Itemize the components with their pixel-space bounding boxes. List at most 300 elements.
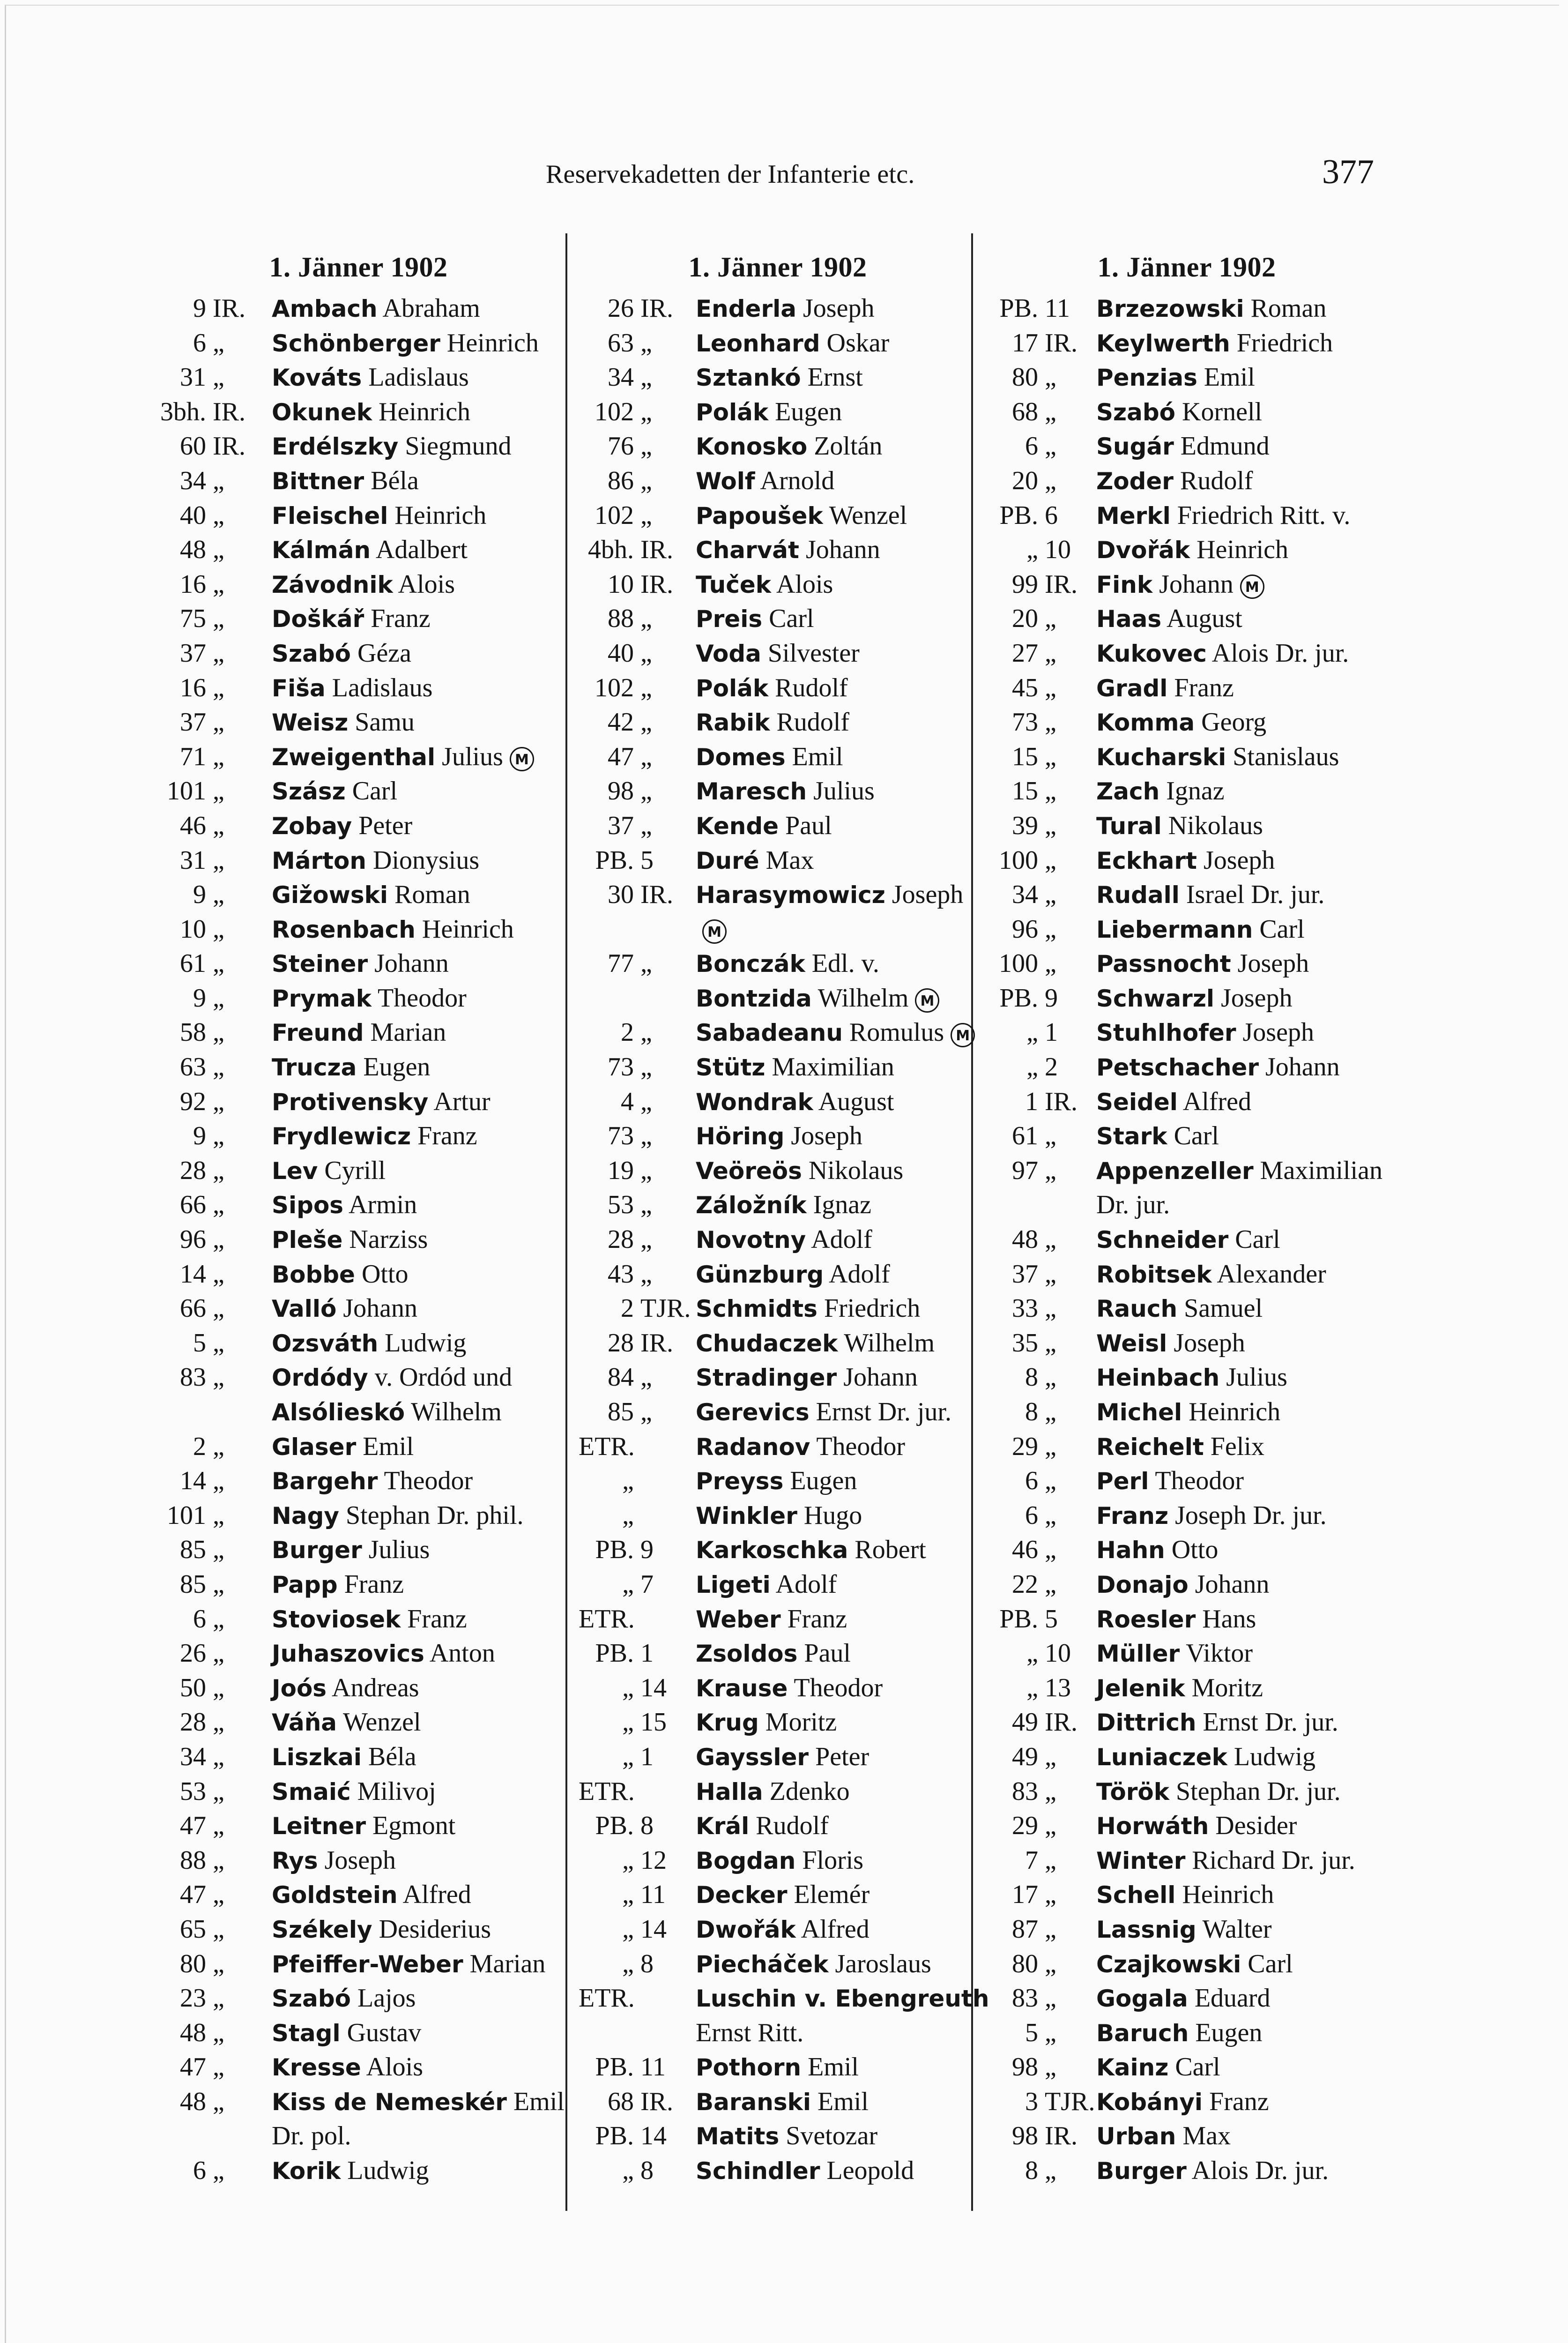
unit-abbrev: „ — [1045, 1845, 1056, 1875]
unit-abbrev: „ — [1045, 1432, 1056, 1461]
given-name: Emil — [363, 1432, 414, 1461]
unit-abbrev: „ — [213, 1052, 224, 1082]
person-name — [1092, 429, 1390, 464]
surname: Kainz — [1096, 2054, 1169, 2082]
regiment-number: 37 — [608, 811, 634, 840]
given-name: Franz — [344, 1569, 404, 1599]
regiment-number: 14 — [180, 1466, 206, 1496]
unit-abbrev: IR. — [640, 1328, 673, 1358]
entry-row — [579, 2119, 977, 2154]
unit-abbrev: IR. — [213, 432, 245, 461]
unit-abbrev: „ — [640, 1156, 652, 1185]
regiment-number: 50 — [180, 1673, 206, 1702]
regiment-number: 46 — [1012, 1535, 1038, 1565]
unit-abbrev: 11 — [640, 1880, 666, 1910]
unit-abbrev — [634, 1981, 691, 2016]
given-name: Israel Dr. jur. — [1186, 880, 1325, 910]
entry-row — [983, 602, 1390, 636]
person-name — [691, 533, 977, 567]
given-name: Eugen — [790, 1466, 857, 1496]
entry-row — [579, 1464, 977, 1499]
entry-row — [155, 567, 562, 602]
entry-row — [579, 947, 977, 981]
given-name: Zdenko — [769, 1776, 850, 1806]
entry-row — [579, 1499, 977, 1533]
surname: Valló — [272, 1295, 337, 1323]
entry-row — [155, 1740, 562, 1775]
entry-row — [983, 1567, 1390, 1602]
surname: Konosko — [696, 433, 808, 461]
entry-row — [579, 464, 977, 499]
regiment-number: 49 — [1012, 1742, 1038, 1771]
surname: Sipos — [272, 1192, 344, 1219]
entry-row — [983, 429, 1390, 464]
regiment-number: 5 — [193, 1328, 206, 1358]
entry-row — [155, 1223, 562, 1257]
person-name — [1092, 1188, 1390, 1223]
regiment-number: „ — [1026, 1673, 1038, 1702]
unit-abbrev: „ — [213, 1569, 224, 1599]
person-name — [691, 1981, 989, 2016]
person-name — [1092, 1843, 1390, 1878]
surname: Fink — [1096, 571, 1153, 598]
entry-row — [579, 671, 977, 706]
regiment-number: PB. — [999, 294, 1038, 323]
given-name: Armin — [348, 1190, 417, 1220]
given-name: Joseph — [1237, 949, 1309, 978]
unit-abbrev: 10 — [1045, 1639, 1071, 1668]
unit-abbrev: 12 — [640, 1845, 667, 1875]
given-name: Desiderius — [379, 1914, 491, 1944]
person-name — [267, 1809, 562, 1843]
regiment-number: 16 — [180, 569, 206, 599]
entry-row — [579, 1602, 977, 1637]
surname: Stuhlhofer — [1096, 1019, 1236, 1047]
given-name: Dr. jur. — [1096, 1190, 1170, 1220]
unit-abbrev: „ — [213, 776, 224, 806]
regiment-number: „ — [622, 1742, 634, 1771]
unit-abbrev: „ — [1045, 1225, 1056, 1254]
regiment-number: 102 — [595, 500, 634, 530]
given-name: Richard Dr. jur. — [1192, 1845, 1355, 1875]
entry-row — [155, 1085, 562, 1119]
entry-row — [579, 567, 977, 602]
unit-abbrev: „ — [213, 535, 224, 565]
regiment-number — [579, 981, 634, 1016]
entry-list — [155, 291, 565, 2188]
regiment-number: 33 — [1012, 1294, 1038, 1323]
regiment-number: 100 — [999, 845, 1038, 875]
person-name — [1092, 1154, 1390, 1188]
person-name — [267, 1602, 562, 1637]
given-name: Heinrich — [422, 914, 514, 944]
column-heading: 1. Jänner 1902 — [688, 252, 867, 283]
person-name — [691, 1360, 977, 1395]
regiment-number: 34 — [180, 1742, 206, 1771]
surname: Szabó — [272, 640, 351, 667]
person-name — [1092, 1705, 1390, 1740]
surname: Preis — [696, 605, 763, 633]
given-name: Alfred — [801, 1914, 869, 1944]
unit-abbrev: „ — [1045, 1880, 1056, 1910]
person-name — [267, 567, 562, 602]
surname: Gerevics — [696, 1399, 810, 1426]
surname: Winkler — [696, 1502, 797, 1530]
column-heading: 1. Jänner 1902 — [1097, 252, 1276, 283]
person-name — [267, 2050, 562, 2085]
regiment-number: PB. — [595, 1811, 634, 1841]
regiment-number: 3 — [1025, 2087, 1038, 2116]
regiment-number: 8 — [1025, 1397, 1038, 1426]
surname: Zweigenthal — [272, 743, 436, 771]
regiment-number — [579, 2016, 634, 2051]
surname: Papp — [272, 1571, 338, 1598]
given-name: Joseph — [324, 1845, 396, 1875]
regiment-number: 23 — [180, 1984, 206, 2013]
unit-abbrev: 5 — [1045, 1604, 1058, 1634]
surname: Harasymowicz — [696, 881, 885, 909]
person-name — [691, 1464, 977, 1499]
surname: Urban — [1096, 2123, 1176, 2150]
regiment-number: 15 — [1012, 776, 1038, 806]
surname: Franz — [1096, 1502, 1169, 1530]
entry-row — [155, 671, 562, 706]
entry-row — [155, 2154, 562, 2188]
entry-row — [983, 291, 1390, 326]
unit-abbrev — [634, 1775, 691, 1809]
entry-row — [155, 1775, 562, 1809]
surname: Duré — [696, 847, 759, 874]
entry-row — [155, 1809, 562, 1843]
surname: Korik — [272, 2157, 341, 2185]
regiment-number: ETR. — [579, 1604, 635, 1634]
given-name: Edl. v. — [811, 949, 879, 978]
person-name — [267, 2119, 562, 2154]
person-name — [267, 1533, 562, 1567]
regiment-number: 48 — [180, 2087, 206, 2116]
surname: Eckhart — [1096, 847, 1197, 874]
unit-abbrev: TJR. — [640, 1294, 691, 1323]
person-name — [1092, 1567, 1390, 1602]
given-name: Zoltán — [814, 432, 883, 461]
person-name — [267, 2016, 562, 2051]
unit-abbrev — [634, 1464, 691, 1499]
surname: Bogdan — [696, 1847, 796, 1874]
person-name — [691, 947, 977, 981]
surname: Kováts — [272, 364, 362, 392]
entry-row — [579, 809, 977, 843]
unit-abbrev: „ — [213, 2156, 224, 2186]
regiment-number: 40 — [180, 500, 206, 530]
person-name — [691, 671, 977, 706]
entry-row — [155, 1981, 562, 2016]
regiment-number — [155, 1395, 206, 1430]
person-name — [1092, 499, 1390, 533]
unit-abbrev: „ — [213, 880, 224, 910]
person-name — [691, 464, 977, 499]
regiment-number: 29 — [1012, 1432, 1038, 1461]
unit-abbrev: „ — [640, 604, 652, 634]
person-name — [1092, 1912, 1390, 1947]
surname: Michel — [1096, 1399, 1182, 1426]
person-name — [1092, 1223, 1390, 1257]
entry-row — [579, 2050, 977, 2085]
circled-m-mark: M — [1240, 575, 1264, 599]
surname: Szász — [272, 778, 346, 806]
regiment-number: 6 — [1025, 432, 1038, 461]
surname: Gižowski — [272, 881, 388, 909]
regiment-number: 100 — [999, 949, 1038, 978]
person-name — [691, 2050, 977, 2085]
person-name — [267, 1085, 562, 1119]
surname: Novotny — [696, 1226, 806, 1254]
unit-abbrev: „ — [213, 500, 224, 530]
regiment-number: 77 — [608, 949, 634, 978]
unit-abbrev — [206, 1395, 267, 1430]
unit-abbrev: „ — [213, 466, 224, 495]
person-name — [267, 2154, 562, 2188]
person-name — [691, 360, 977, 395]
surname: Márton — [272, 847, 367, 874]
given-name: Carl — [1248, 1949, 1293, 1978]
entry-row — [983, 395, 1390, 430]
unit-abbrev: 1 — [1045, 1018, 1058, 1047]
entry-row — [579, 1740, 977, 1775]
entry-row — [579, 360, 977, 395]
person-name — [1092, 2154, 1390, 2188]
person-name — [691, 1740, 977, 1775]
surname: Rosenbach — [272, 916, 416, 943]
person-name — [1092, 567, 1390, 602]
regiment-number: 20 — [1012, 466, 1038, 495]
entry-row — [155, 1499, 562, 1533]
given-name: Nikolaus — [1168, 811, 1263, 840]
given-name: Samuel — [1184, 1294, 1263, 1323]
given-name: Paul — [785, 811, 832, 840]
regiment-number: 42 — [608, 708, 634, 737]
surname: Doškář — [272, 605, 364, 633]
regiment-number: „ — [622, 1914, 634, 1944]
surname: Haas — [1096, 605, 1162, 633]
person-name — [1092, 1775, 1390, 1809]
regiment-number: 83 — [180, 1363, 206, 1392]
surname: Prymak — [272, 985, 372, 1012]
given-name: Moritz — [765, 1708, 837, 1737]
given-name: August — [1167, 604, 1242, 634]
unit-abbrev: IR. — [1045, 569, 1078, 599]
regiment-number: 45 — [1012, 673, 1038, 702]
person-name — [267, 291, 562, 326]
regiment-number: 17 — [1012, 328, 1038, 358]
entry-row — [983, 1809, 1390, 1843]
surname: Stark — [1096, 1123, 1167, 1150]
regiment-number: 9 — [193, 1121, 206, 1151]
regiment-number: 10 — [180, 914, 206, 944]
unit-abbrev: „ — [1045, 1811, 1056, 1841]
regiment-number: 63 — [608, 328, 634, 358]
circled-m-mark: M — [510, 747, 534, 771]
surname: Pfeiffer-Weber — [272, 1950, 463, 1978]
surname: Ozsváth — [272, 1329, 379, 1357]
regiment-number: 27 — [1012, 638, 1038, 668]
person-name — [691, 567, 977, 602]
entry-row — [155, 636, 562, 671]
unit-abbrev — [634, 1499, 691, 1533]
unit-abbrev: „ — [1045, 363, 1056, 392]
surname: Gradl — [1096, 674, 1168, 702]
person-name — [1092, 326, 1390, 361]
regiment-number: 63 — [180, 1052, 206, 1082]
unit-abbrev: IR. — [1045, 1087, 1078, 1116]
entry-row — [155, 1050, 562, 1085]
entry-row — [155, 1602, 562, 1637]
unit-abbrev: „ — [213, 1949, 224, 1978]
surname: Luschin v. Ebengreuth — [696, 1985, 989, 2013]
given-name: Julius — [1226, 1363, 1287, 1392]
person-name — [691, 1602, 977, 1637]
regiment-number: 60 — [180, 432, 206, 461]
given-name: Heinrich — [394, 500, 487, 530]
regiment-number: 48 — [180, 535, 206, 565]
person-name — [1092, 395, 1390, 430]
given-name: Rudolf — [1180, 466, 1253, 495]
regiment-number: 5 — [1025, 2018, 1038, 2047]
entry-row — [155, 602, 562, 636]
regiment-number: 6 — [193, 2156, 206, 2186]
regiment-number: 19 — [608, 1156, 634, 1185]
unit-abbrev: 7 — [640, 1569, 654, 1599]
regiment-number: 84 — [608, 1363, 634, 1392]
surname: Leitner — [272, 1813, 366, 1840]
unit-abbrev: „ — [1045, 673, 1056, 702]
regiment-number: „ — [622, 1845, 634, 1875]
entry-row — [983, 1085, 1390, 1119]
surname: Czajkowski — [1096, 1950, 1241, 1978]
regiment-number: 53 — [608, 1190, 634, 1220]
regiment-number: „ — [622, 1500, 634, 1530]
regiment-number: 28 — [180, 1708, 206, 1737]
person-name — [267, 360, 562, 395]
entry-row — [983, 705, 1390, 740]
given-name: Franz — [371, 604, 431, 634]
person-name — [691, 1912, 977, 1947]
regiment-number: PB. — [595, 2052, 634, 2082]
regiment-number: 48 — [1012, 1225, 1038, 1254]
person-name — [1092, 912, 1390, 947]
person-name — [691, 912, 977, 947]
unit-abbrev: „ — [213, 1673, 224, 1702]
person-name — [691, 740, 977, 775]
given-name: Abraham — [382, 294, 480, 323]
person-name — [267, 395, 562, 430]
entry-row — [579, 1636, 977, 1671]
given-name: Johann — [343, 1294, 417, 1323]
entry-row — [983, 1257, 1390, 1292]
entry-row — [579, 1430, 977, 1464]
entry-row — [983, 843, 1390, 878]
unit-abbrev: „ — [1045, 811, 1056, 840]
person-name — [267, 774, 562, 809]
unit-abbrev: IR. — [213, 397, 245, 426]
unit-abbrev: „ — [640, 1363, 652, 1392]
entry-row — [579, 1809, 977, 1843]
entry-row — [155, 2085, 565, 2119]
entry-row — [579, 1223, 977, 1257]
given-name: Hans — [1202, 1604, 1256, 1634]
unit-abbrev: „ — [213, 742, 224, 771]
entry-row — [155, 809, 562, 843]
entry-row — [155, 1705, 562, 1740]
regiment-number: 9 — [193, 880, 206, 910]
given-name: Arnold — [760, 466, 835, 495]
entry-row — [155, 878, 562, 912]
column-heading: 1. Jänner 1902 — [269, 252, 448, 283]
person-name — [267, 1326, 562, 1361]
entry-row — [983, 1878, 1390, 1912]
regiment-number: 37 — [180, 708, 206, 737]
unit-abbrev: IR. — [640, 569, 673, 599]
entry-row — [155, 1947, 562, 1982]
regiment-number: 71 — [180, 742, 206, 771]
unit-abbrev: „ — [1045, 2156, 1056, 2186]
person-name — [691, 2119, 977, 2154]
person-name — [267, 1015, 562, 1050]
person-name — [1092, 1360, 1390, 1395]
entry-row — [983, 1188, 1390, 1223]
surname: Robitsek — [1096, 1261, 1212, 1288]
entry-row — [155, 1360, 562, 1395]
regiment-number: 8 — [1025, 2156, 1038, 2186]
given-name: Gustav — [347, 2018, 422, 2047]
surname: Freund — [272, 1019, 364, 1047]
entry-row — [579, 774, 977, 809]
surname: Tuček — [696, 571, 772, 598]
regiment-number: 43 — [608, 1259, 634, 1289]
entry-row — [983, 499, 1390, 533]
surname: Dittrich — [1096, 1709, 1196, 1737]
given-name: Stanislaus — [1233, 742, 1339, 771]
regiment-number: 46 — [180, 811, 206, 840]
entry-row — [983, 912, 1390, 947]
given-name: Egmont — [372, 1811, 456, 1841]
given-name: Siegmund — [405, 432, 512, 461]
entry-row — [579, 2154, 977, 2188]
unit-abbrev: 10 — [1045, 535, 1071, 565]
given-name: Stephan Dr. jur. — [1176, 1776, 1341, 1806]
given-name: Roman — [1250, 294, 1327, 323]
entry-row — [579, 533, 977, 567]
regiment-number: 35 — [1012, 1328, 1038, 1358]
unit-abbrev: „ — [1045, 845, 1056, 875]
person-name — [1092, 1326, 1390, 1361]
given-name: Johann — [1265, 1052, 1340, 1082]
surname: Erdélszky — [272, 433, 399, 461]
surname: Baranski — [696, 2088, 811, 2116]
person-name — [1092, 1671, 1390, 1706]
entry-row — [155, 291, 562, 326]
regiment-number: „ — [622, 1949, 634, 1978]
unit-abbrev: „ — [213, 708, 224, 737]
regiment-number: 2 — [193, 1432, 206, 1461]
given-name: Heinrich — [1182, 1880, 1274, 1910]
surname: Enderla — [696, 295, 796, 322]
regiment-number: 48 — [180, 2018, 206, 2047]
person-name — [267, 1464, 562, 1499]
given-name: Emil — [817, 2087, 869, 2116]
given-name: Carl — [1259, 914, 1305, 944]
surname: Kucharski — [1096, 743, 1226, 771]
person-name — [691, 1671, 977, 1706]
